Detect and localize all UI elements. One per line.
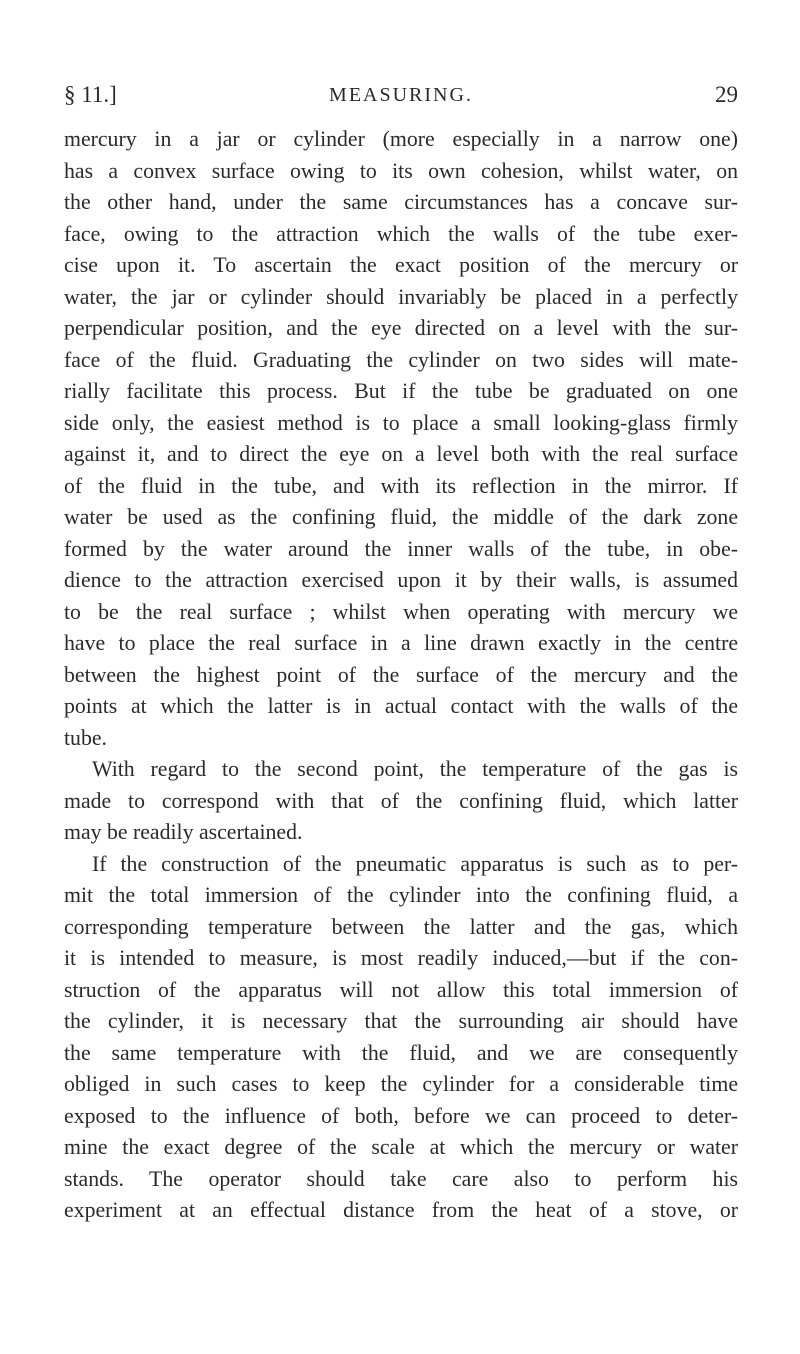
running-title: MEASURING. xyxy=(329,84,473,106)
body-text xyxy=(64,124,738,1227)
text-line: water be used as the confining fluid, the middle of the dark zone xyxy=(64,505,738,529)
text-line: points at which the latter is in actual contact with the walls of the xyxy=(64,694,738,718)
text-line: face of the fluid. Graduating the cylinder on two sides will mate- xyxy=(64,347,738,372)
text-line: it is intended to measure, is most readily induced,—but if the con- xyxy=(64,946,738,970)
text-line: to be the real surface ; whilst when operating with mercury we xyxy=(64,599,738,624)
text-line: the other hand, under the same circumstances has a concave sur- xyxy=(64,190,738,214)
text-line: rially facilitate this process. But if the tube be graduated on one xyxy=(64,379,738,403)
text-line: mine the exact degree of the scale at which the mercury or water xyxy=(64,1135,738,1159)
text-line: the cylinder, it is necessary that the surrounding air should have xyxy=(64,1009,738,1033)
text-line: has a convex surface owing to its own cohesion, whilst water, on xyxy=(64,158,738,183)
text-line: With regard to the second point, the temperature of the gas is xyxy=(92,757,738,781)
text-line: corresponding temperature between the latter and the gas, which xyxy=(64,914,738,939)
text-line: side only, the easiest method is to place a small looking-glass firmly xyxy=(64,410,738,435)
text-line: experiment at an effectual distance from the heat of a stove, or xyxy=(64,1198,738,1222)
text-line: mercury in a jar or cylinder (more especially in a narrow one) xyxy=(64,127,738,151)
text-line: obliged in such cases to keep the cylinder for a considerable time xyxy=(64,1072,738,1096)
text-line: made to correspond with that of the confining fluid, which latter xyxy=(64,788,738,813)
section-reference: § 11.] xyxy=(64,82,117,107)
text-line: struction of the apparatus will not allow this total immersion of xyxy=(64,977,738,1002)
text-line: against it, and to direct the eye on a level both with the real surface xyxy=(64,442,738,466)
text-line: face, owing to the attraction which the walls of the tube exer- xyxy=(64,221,738,246)
text-line: If the construction of the pneumatic apparatus is such as to per- xyxy=(92,851,738,876)
text-line: may be readily ascertained. xyxy=(64,820,303,844)
text-line: cise upon it. To ascertain the exact position of the mercury or xyxy=(64,253,738,277)
text-line: stands. The operator should take care also to perform his xyxy=(64,1166,738,1191)
text-line: formed by the water around the inner walls of the tube, in obe- xyxy=(64,536,738,561)
text-line: perpendicular position, and the eye directed on a level with the sur- xyxy=(64,316,738,340)
text-line: of the fluid in the tube, and with its reflection in the mirror. If xyxy=(64,473,738,498)
text-line: exposed to the influence of both, before we can proceed to deter- xyxy=(64,1103,738,1128)
text-line: tube. xyxy=(64,725,107,750)
text-line: dience to the attraction exercised upon it by their walls, is assumed xyxy=(64,568,738,592)
page-number: 29 xyxy=(715,82,738,107)
text-line: water, the jar or cylinder should invariably be placed in a perfectly xyxy=(64,284,738,309)
text-line: between the highest point of the surface of the mercury and the xyxy=(64,662,738,687)
text-line: have to place the real surface in a line drawn exactly in the centre xyxy=(64,631,738,655)
running-header xyxy=(64,80,738,110)
text-line: mit the total immersion of the cylinder into the confining fluid, a xyxy=(64,883,738,907)
text-line: the same temperature with the fluid, and we are consequently xyxy=(64,1040,738,1065)
